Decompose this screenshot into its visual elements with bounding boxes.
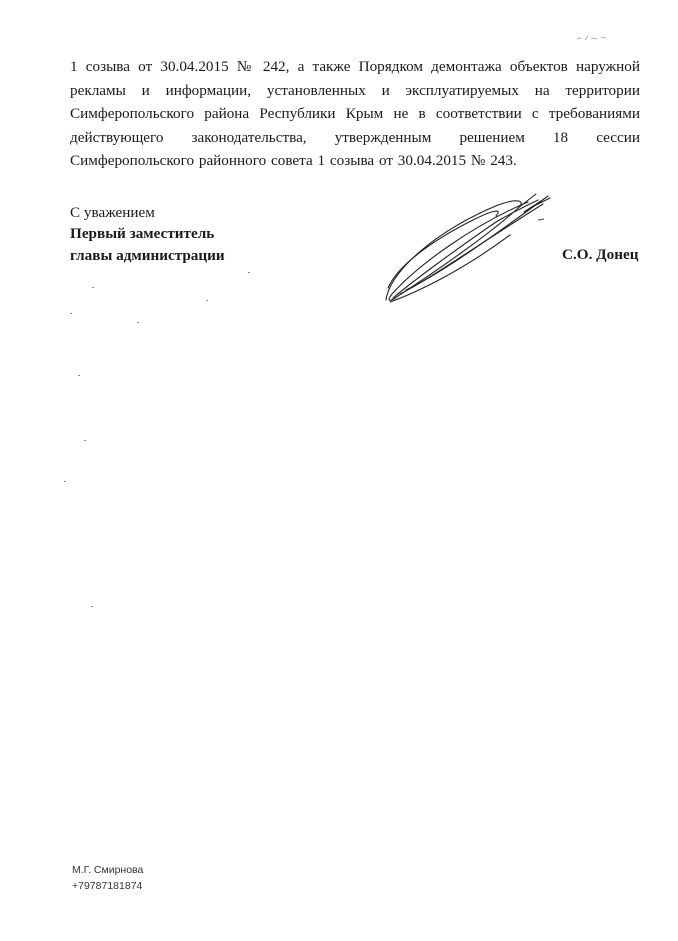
scan-speck <box>91 606 93 607</box>
handwritten-signature <box>378 190 553 315</box>
scan-speck <box>64 481 66 482</box>
scan-speck <box>206 300 208 301</box>
body-paragraph: 1 созыва от 30.04.2015 № 242, а также Порядком демонтажа объектов наружной рекламы и информации, установленных и эксплуатируемых на территории Симферопольского района Республики Крым не в соответствии с требованиями действующего законодательства, утвержденным решением 18 сессии Симферопольского районного совета 1 созыва от 30.04.2015 № 243. <box>70 58 640 170</box>
executor-phone: +79787181874 <box>72 879 143 892</box>
signatory-title <box>70 223 225 267</box>
scan-speck <box>137 322 139 323</box>
executor-footer <box>72 863 143 894</box>
signatory-title-line1: Первый заместитель <box>70 225 215 242</box>
scan-speck <box>78 375 80 376</box>
scan-mark <box>575 33 609 43</box>
signatory-name: С.О. Донец <box>562 246 639 263</box>
scan-speck <box>70 313 72 314</box>
closing-phrase: С уважением <box>70 204 155 221</box>
scan-speck <box>92 287 94 288</box>
scan-speck <box>248 272 250 273</box>
scan-speck <box>84 440 86 441</box>
signatory-title-line2: главы администрации <box>70 247 225 264</box>
executor-name: М.Г. Смирнова <box>72 864 144 876</box>
